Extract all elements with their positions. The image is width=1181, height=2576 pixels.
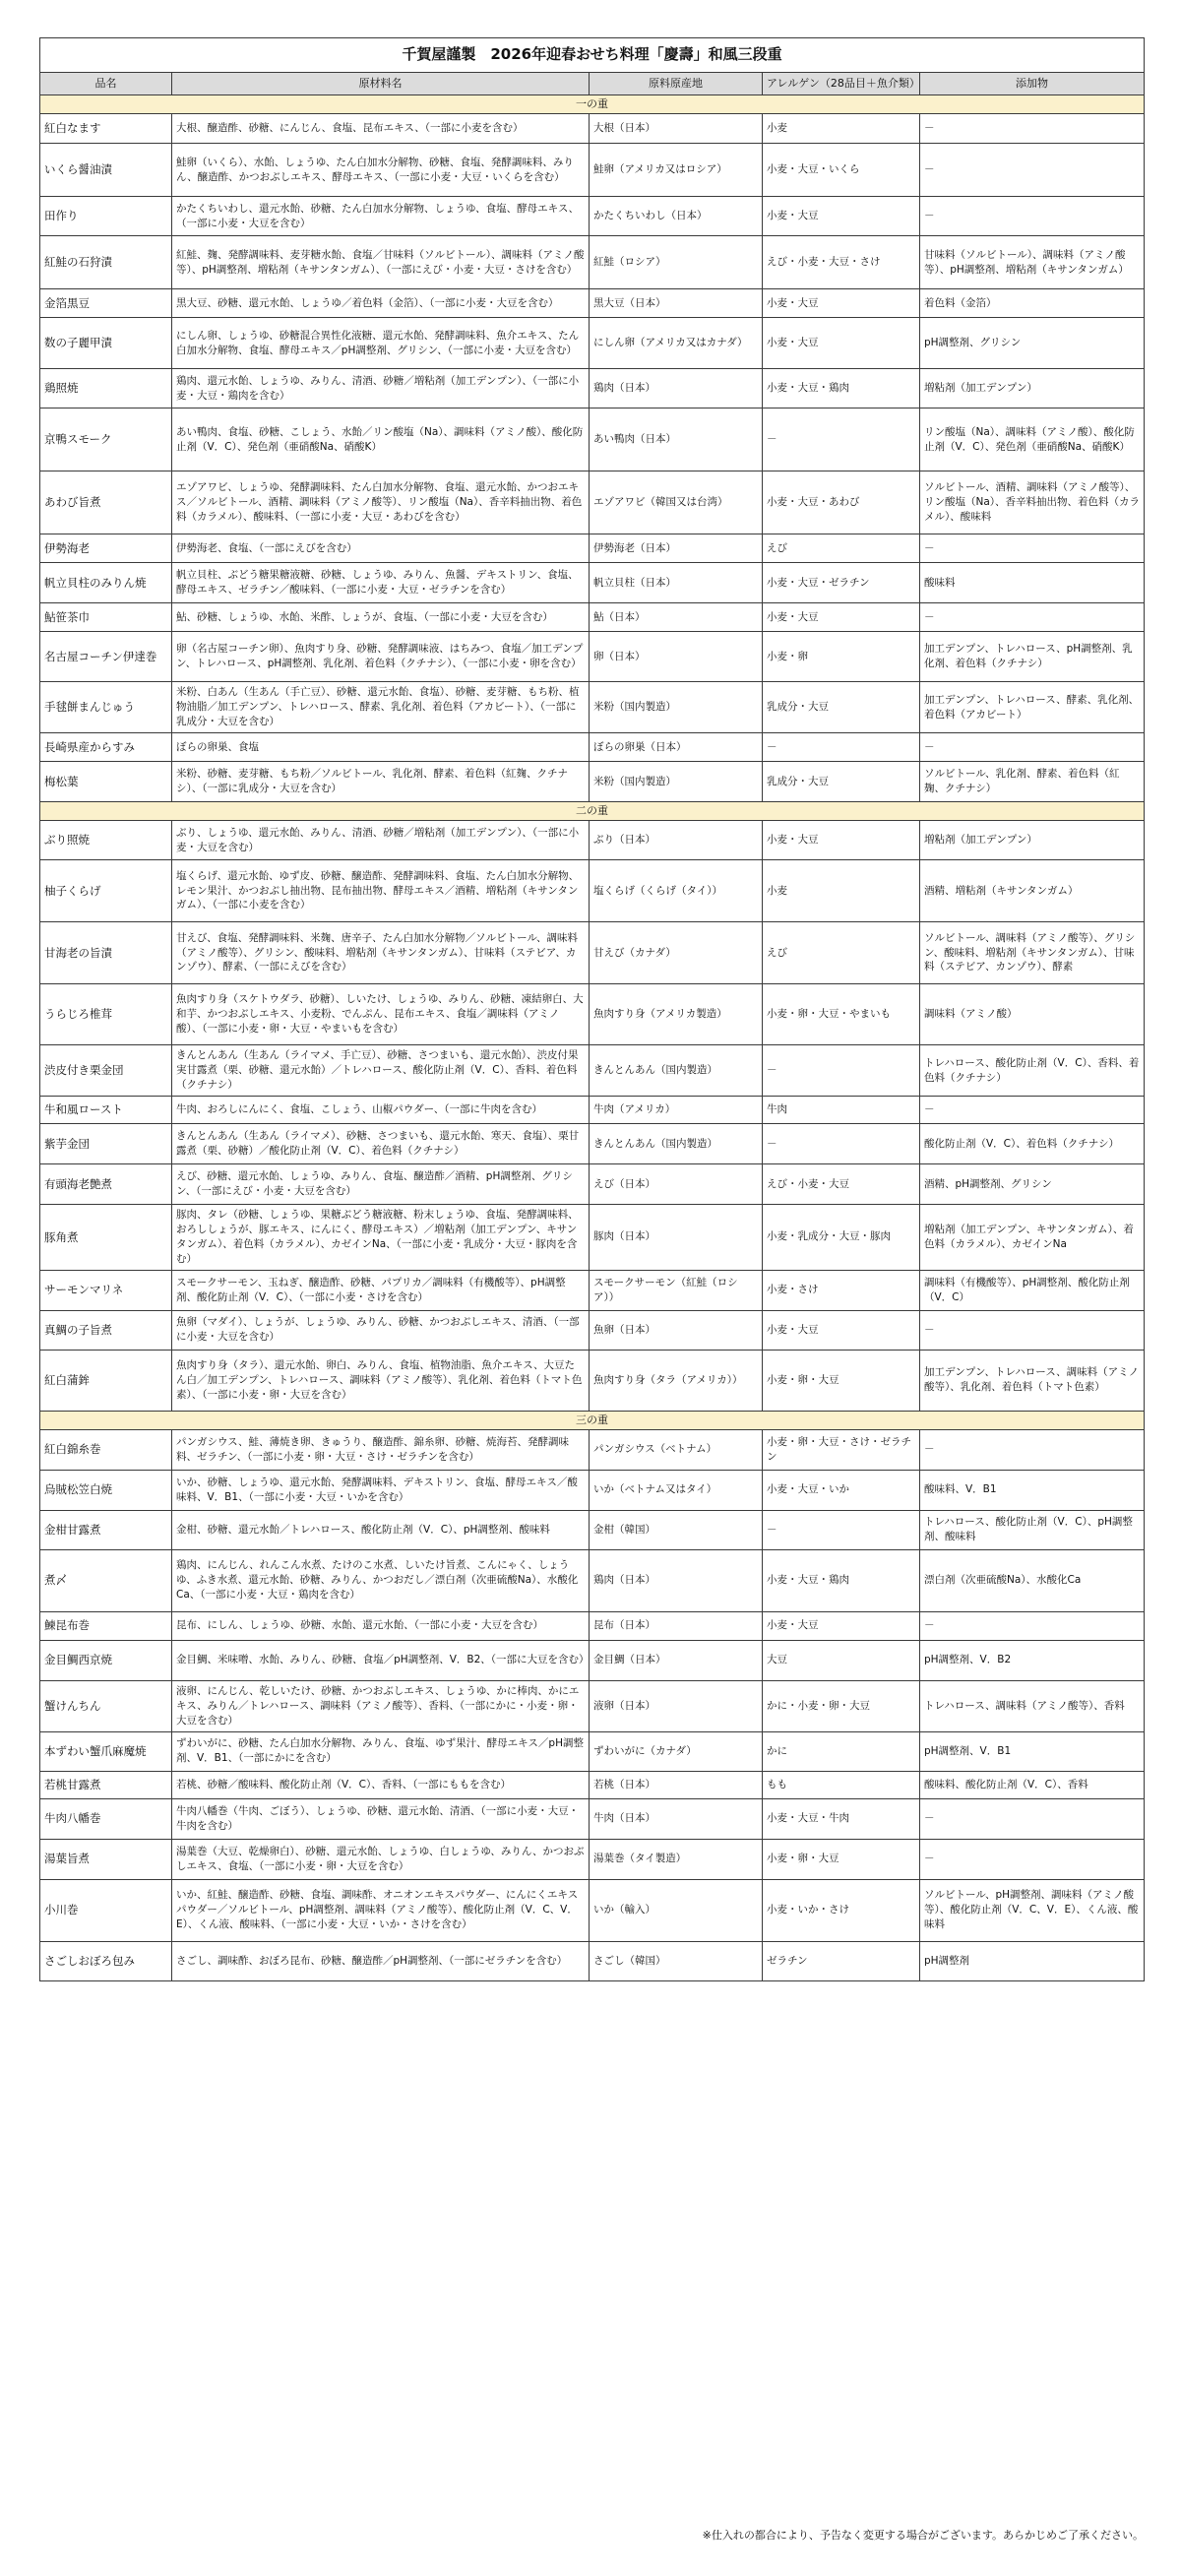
allergens-cell: 小麦・卵・大豆・やまいも <box>763 984 920 1045</box>
origin-cell: 牛肉（アメリカ） <box>590 1097 763 1124</box>
dish-name-cell: 梅松葉 <box>40 762 172 802</box>
table-row <box>40 1771 1145 1798</box>
additives-cell: 加工デンプン、トレハロース、調味料（アミノ酸等）、乳化剤、着色料（トマト色素） <box>920 1350 1145 1411</box>
table-row <box>40 318 1145 369</box>
ingredients-cell: きんとんあん（生あん（ライマメ）、砂糖、さつまいも、還元水飴、寒天、食塩）、栗甘露煮（栗、砂糖）／酸化防止剤（V．C）、着色料（クチナシ） <box>172 1124 590 1164</box>
dish-name-cell: 本ずわい蟹爪麻魔焼 <box>40 1731 172 1771</box>
section-label: 二の重 <box>40 802 1145 821</box>
additives-cell: ソルビトール、pH調整剤、調味料（アミノ酸等）、酸化防止剤（V．C、V．E）、くん液、酸味料 <box>920 1879 1145 1941</box>
dish-name-cell: 渋皮付き栗金団 <box>40 1045 172 1097</box>
additives-cell: － <box>920 144 1145 197</box>
allergens-cell: かに・小麦・卵・大豆 <box>763 1680 920 1731</box>
allergens-cell: 小麦・大豆 <box>763 821 920 860</box>
origin-cell: きんとんあん（国内製造） <box>590 1124 763 1164</box>
dish-name-cell: 甘海老の旨漬 <box>40 922 172 984</box>
ingredients-cell: 米粉、砂糖、麦芽糖、もち粉／ソルビトール、乳化剤、酵素、着色料（紅麹、クチナシ）、（一部に乳成分・大豆を含む） <box>172 762 590 802</box>
table-body <box>40 95 1145 1981</box>
table-row <box>40 1270 1145 1310</box>
ingredients-cell: 鶏肉、還元水飴、しょうゆ、みりん、清酒、砂糖／増粘剤（加工デンプン）、（一部に小麦・大豆・鶏肉を含む） <box>172 369 590 408</box>
product-sheet <box>39 37 1144 1981</box>
origin-cell: 卵（日本） <box>590 632 763 682</box>
additives-cell: － <box>920 1839 1145 1879</box>
table-row <box>40 197 1145 236</box>
ingredients-cell: かたくちいわし、還元水飴、砂糖、たん白加水分解物、しょうゆ、食塩、酵母エキス、（一部に小麦・大豆を含む） <box>172 197 590 236</box>
table-row <box>40 922 1145 984</box>
table-row <box>40 1124 1145 1164</box>
ingredients-cell: パンガシウス、鮭、薄焼き卵、きゅうり、醸造酢、錦糸卵、砂糖、焼海苔、発酵調味料、ゼラチン、（一部に小麦・卵・大豆・さけ・ゼラチンを含む） <box>172 1429 590 1470</box>
origin-cell: 米粉（国内製造） <box>590 682 763 733</box>
dish-name-cell: 蟹けんちん <box>40 1680 172 1731</box>
ingredients-cell: 魚肉すり身（スケトウダラ、砂糖）、しいたけ、しょうゆ、みりん、砂糖、凍結卵白、大和芋、かつおぶしエキス、小麦粉、でんぷん、昆布エキス、食塩／調味料（アミノ酸）、（一部に小麦・卵・大豆・やまいもを含む） <box>172 984 590 1045</box>
table-row <box>40 114 1145 144</box>
origin-cell: 黒大豆（日本） <box>590 289 763 318</box>
additives-cell: 増粘剤（加工デンプン） <box>920 369 1145 408</box>
dish-name-cell: 鰊昆布巻 <box>40 1611 172 1640</box>
allergens-cell: 小麦・卵・大豆・さけ・ゼラチン <box>763 1429 920 1470</box>
section-row <box>40 1411 1145 1429</box>
dish-name-cell: 紅白なます <box>40 114 172 144</box>
allergens-cell: ゼラチン <box>763 1941 920 1980</box>
additives-cell: リン酸塩（Na）、調味料（アミノ酸）、酸化防止剤（V．C）、発色剤（亜硝酸Na、硝酸K） <box>920 408 1145 471</box>
origin-cell: にしん卵（アメリカ又はカナダ） <box>590 318 763 369</box>
additives-cell: pH調整剤、V．B1 <box>920 1731 1145 1771</box>
dish-name-cell: 金柑甘露煮 <box>40 1510 172 1549</box>
allergens-cell: 小麦・さけ <box>763 1270 920 1310</box>
origin-cell: 液卵（日本） <box>590 1680 763 1731</box>
origin-cell: ずわいがに（カナダ） <box>590 1731 763 1771</box>
table-row <box>40 1097 1145 1124</box>
origin-cell: パンガシウス（ベトナム） <box>590 1429 763 1470</box>
section-label: 一の重 <box>40 95 1145 114</box>
table-header-row <box>40 73 1145 95</box>
additives-cell: 加工デンプン、トレハロース、酵素、乳化剤、着色料（アカビート） <box>920 682 1145 733</box>
ingredients-cell: 大根、醸造酢、砂糖、にんじん、食塩、昆布エキス、（一部に小麦を含む） <box>172 114 590 144</box>
origin-cell: 甘えび（カナダ） <box>590 922 763 984</box>
table-row <box>40 1611 1145 1640</box>
origin-cell: 米粉（国内製造） <box>590 762 763 802</box>
allergens-cell: 大豆 <box>763 1640 920 1680</box>
additives-cell: － <box>920 1429 1145 1470</box>
additives-cell: － <box>920 603 1145 632</box>
table-row <box>40 1549 1145 1611</box>
allergens-cell: 小麦・大豆 <box>763 1611 920 1640</box>
allergens-cell: 小麦・大豆 <box>763 289 920 318</box>
origin-cell: いか（ベトナム又はタイ） <box>590 1470 763 1510</box>
table-row <box>40 1205 1145 1271</box>
ingredients-cell: 紅鮭、麹、発酵調味料、麦芽糖水飴、食塩／甘味料（ソルビトール）、調味料（アミノ酸等）、pH調整剤、増粘剤（キサンタンガム）、（一部にえび・小麦・大豆・さけを含む） <box>172 236 590 289</box>
dish-name-cell: 牛肉八幡巻 <box>40 1798 172 1839</box>
origin-cell: 金目鯛（日本） <box>590 1640 763 1680</box>
additives-cell: 加工デンプン、トレハロース、pH調整剤、乳化剤、着色料（クチナシ） <box>920 632 1145 682</box>
header-ingredients: 原材料名 <box>172 73 590 95</box>
allergens-cell: 小麦 <box>763 114 920 144</box>
origin-cell: 大根（日本） <box>590 114 763 144</box>
dish-name-cell: サーモンマリネ <box>40 1270 172 1310</box>
dish-name-cell: 紅白蒲鉾 <box>40 1350 172 1411</box>
ingredients-cell: 牛肉、おろしにんにく、食塩、こしょう、山椒パウダー、（一部に牛肉を含む） <box>172 1097 590 1124</box>
additives-cell: － <box>920 534 1145 563</box>
table-row <box>40 471 1145 534</box>
ingredients-cell: 金目鯛、米味噌、水飴、みりん、砂糖、食塩／pH調整剤、V．B2、（一部に大豆を含む） <box>172 1640 590 1680</box>
dish-name-cell: さごしおぼろ包み <box>40 1941 172 1980</box>
page-title: 千賀屋謹製 2026年迎春おせち料理「慶壽」和風三段重 <box>40 38 1145 73</box>
allergens-cell: 小麦・いか・さけ <box>763 1879 920 1941</box>
table-row <box>40 1429 1145 1470</box>
dish-name-cell: 紅白錦糸巻 <box>40 1429 172 1470</box>
allergens-cell: 小麦・大豆・あわび <box>763 471 920 534</box>
dish-name-cell: 鮎笹茶巾 <box>40 603 172 632</box>
table-row <box>40 860 1145 922</box>
dish-name-cell: 伊勢海老 <box>40 534 172 563</box>
ingredients-cell: いか、紅鮭、醸造酢、砂糖、食塩、調味酢、オニオンエキスパウダー、にんにくエキスパウダー／ソルビトール、pH調整剤、調味料（アミノ酸等）、酸化防止剤（V．C、V．E）、くん液、酸味料、（一部に小麦・大豆・いか・さけを含む） <box>172 1879 590 1941</box>
dish-name-cell: 湯葉旨煮 <box>40 1839 172 1879</box>
dish-name-cell: 豚角煮 <box>40 1205 172 1271</box>
table-row <box>40 762 1145 802</box>
table-row <box>40 289 1145 318</box>
additives-cell: pH調整剤、V．B2 <box>920 1640 1145 1680</box>
header-allergens: アレルゲン（28品目＋魚介類） <box>763 73 920 95</box>
table-row <box>40 1470 1145 1510</box>
additives-cell: トレハロース、酸化防止剤（V．C）、香料、着色料（クチナシ） <box>920 1045 1145 1097</box>
table-row <box>40 1731 1145 1771</box>
origin-cell: 魚卵（日本） <box>590 1310 763 1350</box>
section-label: 三の重 <box>40 1411 1145 1429</box>
dish-name-cell: いくら醤油漬 <box>40 144 172 197</box>
allergens-cell: － <box>763 408 920 471</box>
allergens-cell: － <box>763 1124 920 1164</box>
additives-cell: 酒精、増粘剤（キサンタンガム） <box>920 860 1145 922</box>
table-row <box>40 733 1145 762</box>
allergens-cell: 小麦・大豆・いか <box>763 1470 920 1510</box>
ingredients-cell: 帆立貝柱、ぶどう糖果糖液糖、砂糖、しょうゆ、みりん、魚醤、デキストリン、食塩、酵母エキス、ゼラチン／酸味料、（一部に小麦・大豆・ゼラチンを含む） <box>172 563 590 603</box>
allergens-cell: 小麦・大豆 <box>763 318 920 369</box>
dish-name-cell: 牛和風ロースト <box>40 1097 172 1124</box>
ingredients-cell: 黒大豆、砂糖、還元水飴、しょうゆ／着色料（金箔）、（一部に小麦・大豆を含む） <box>172 289 590 318</box>
additives-cell: pH調整剤 <box>920 1941 1145 1980</box>
dish-name-cell: 若桃甘露煮 <box>40 1771 172 1798</box>
additives-cell: トレハロース、調味料（アミノ酸等）、香料 <box>920 1680 1145 1731</box>
dish-name-cell: 金箔黒豆 <box>40 289 172 318</box>
dish-name-cell: 紅鮭の石狩漬 <box>40 236 172 289</box>
ingredients-cell: 甘えび、食塩、発酵調味料、米麹、唐辛子、たん白加水分解物／ソルビトール、調味料（アミノ酸等）、グリシン、酸味料、増粘剤（キサンタンガム）、甘味料（ステビア、カンゾウ）、酵素、（一部にえびを含む） <box>172 922 590 984</box>
ingredients-cell: ずわいがに、砂糖、たん白加水分解物、みりん、食塩、ゆず果汁、酵母エキス／pH調整剤、V．B1、（一部にかにを含む） <box>172 1731 590 1771</box>
table-row <box>40 369 1145 408</box>
additives-cell: pH調整剤、グリシン <box>920 318 1145 369</box>
origin-cell: 鮭卵（アメリカ又はロシア） <box>590 144 763 197</box>
origin-cell: 帆立貝柱（日本） <box>590 563 763 603</box>
ingredients-cell: 米粉、白あん（生あん（手亡豆）、砂糖、還元水飴、食塩）、砂糖、麦芽糖、もち粉、植物油脂／加工デンプン、トレハロース、酵素、乳化剤、着色料（アカビート）、（一部に乳成分・大豆を含む） <box>172 682 590 733</box>
ingredients-cell: ぼらの卵巣、食塩 <box>172 733 590 762</box>
ingredients-cell: 豚肉、タレ（砂糖、しょうゆ、果糖ぶどう糖液糖、粉末しょうゆ、食塩、発酵調味料、おろししょうが、豚エキス、にんにく、酵母エキス）／増粘剤（加工デンプン、キサンタンガム）、着色料（カラメル）、カゼインNa、（一部に小麦・乳成分・大豆・豚肉を含む） <box>172 1205 590 1271</box>
table-row <box>40 821 1145 860</box>
ingredients-cell: ぶり、しょうゆ、還元水飴、みりん、清酒、砂糖／増粘剤（加工デンプン）、（一部に小麦・大豆を含む） <box>172 821 590 860</box>
ingredients-cell: 金柑、砂糖、還元水飴／トレハロース、酸化防止剤（V．C）、pH調整剤、酸味料 <box>172 1510 590 1549</box>
table-row <box>40 408 1145 471</box>
additives-cell: 増粘剤（加工デンプン、キサンタンガム）、着色料（カラメル）、カゼインNa <box>920 1205 1145 1271</box>
table-row <box>40 1941 1145 1980</box>
origin-cell: 昆布（日本） <box>590 1611 763 1640</box>
origin-cell: エゾアワビ（韓国又は台湾） <box>590 471 763 534</box>
dish-name-cell: 真鯛の子旨煮 <box>40 1310 172 1350</box>
additives-cell: 酸味料、酸化防止剤（V．C）、香料 <box>920 1771 1145 1798</box>
allergens-cell: 小麦・大豆 <box>763 197 920 236</box>
ingredients-cell: 鮎、砂糖、しょうゆ、水飴、米酢、しょうが、食塩、（一部に小麦・大豆を含む） <box>172 603 590 632</box>
ingredients-cell: 液卵、にんじん、乾しいたけ、砂糖、かつおぶしエキス、しょうゆ、かに棒肉、かにエキス、みりん／トレハロース、調味料（アミノ酸等）、香料、（一部にかに・小麦・卵・大豆を含む） <box>172 1680 590 1731</box>
origin-cell: 金柑（韓国） <box>590 1510 763 1549</box>
dish-name-cell: 有頭海老艶煮 <box>40 1164 172 1205</box>
dish-name-cell: 長崎県産からすみ <box>40 733 172 762</box>
allergens-cell: 小麦・卵・大豆 <box>763 1839 920 1879</box>
ingredients-cell: きんとんあん（生あん（ライマメ、手亡豆）、砂糖、さつまいも、還元水飴）、渋皮付果実甘露煮（栗、砂糖、還元水飴）／トレハロース、酸化防止剤（V．C）、香料、着色料（クチナシ） <box>172 1045 590 1097</box>
ingredients-cell: えび、砂糖、還元水飴、しょうゆ、みりん、食塩、醸造酢／酒精、pH調整剤、グリシン、（一部にえび・小麦・大豆を含む） <box>172 1164 590 1205</box>
additives-cell: 着色料（金箔） <box>920 289 1145 318</box>
origin-cell: 魚肉すり身（タラ（アメリカ）） <box>590 1350 763 1411</box>
dish-name-cell: 柚子くらげ <box>40 860 172 922</box>
ingredients-table <box>39 37 1145 1981</box>
additives-cell: 漂白剤（次亜硫酸Na）、水酸化Ca <box>920 1549 1145 1611</box>
origin-cell: 鶏肉（日本） <box>590 1549 763 1611</box>
dish-name-cell: 帆立貝柱のみりん焼 <box>40 563 172 603</box>
ingredients-cell: 昆布、にしん、しょうゆ、砂糖、水飴、還元水飴、（一部に小麦・大豆を含む） <box>172 1611 590 1640</box>
table-row <box>40 984 1145 1045</box>
origin-cell: ぼらの卵巣（日本） <box>590 733 763 762</box>
additives-cell: ソルビトール、酒精、調味料（アミノ酸等）、リン酸塩（Na）、香辛料抽出物、着色料（カラメル）、酸味料 <box>920 471 1145 534</box>
allergens-cell: えび・小麦・大豆 <box>763 1164 920 1205</box>
dish-name-cell: 小川巻 <box>40 1879 172 1941</box>
origin-cell: いか（輸入） <box>590 1879 763 1941</box>
origin-cell: 紅鮭（ロシア） <box>590 236 763 289</box>
allergens-cell: 小麦・大豆 <box>763 603 920 632</box>
allergens-cell: 小麦・大豆・いくら <box>763 144 920 197</box>
ingredients-cell: エゾアワビ、しょうゆ、発酵調味料、たん白加水分解物、食塩、還元水飴、かつおエキス／ソルビトール、酒精、調味料（アミノ酸等）、リン酸塩（Na）、香辛料抽出物、着色料（カラメル）、酸味料、（一部に小麦・大豆・あわびを含む） <box>172 471 590 534</box>
additives-cell: 調味料（アミノ酸） <box>920 984 1145 1045</box>
ingredients-cell: 魚肉すり身（タラ）、還元水飴、卵白、みりん、食塩、植物油脂、魚介エキス、大豆たん白／加工デンプン、トレハロース、調味料（アミノ酸等）、乳化剤、着色料（トマト色素）、（一部に小麦・卵・大豆を含む） <box>172 1350 590 1411</box>
table-row <box>40 1164 1145 1205</box>
additives-cell: － <box>920 197 1145 236</box>
dish-name-cell: 鶏照焼 <box>40 369 172 408</box>
ingredients-cell: にしん卵、しょうゆ、砂糖混合異性化液糖、還元水飴、発酵調味料、魚介エキス、たん白加水分解物、食塩、酵母エキス／pH調整剤、グリシン、（一部に小麦・大豆を含む） <box>172 318 590 369</box>
origin-cell: かたくちいわし（日本） <box>590 197 763 236</box>
additives-cell: － <box>920 1097 1145 1124</box>
additives-cell: 酸味料 <box>920 563 1145 603</box>
additives-cell: ソルビトール、乳化剤、酵素、着色料（紅麹、クチナシ） <box>920 762 1145 802</box>
ingredients-cell: 伊勢海老、食塩、（一部にえびを含む） <box>172 534 590 563</box>
allergens-cell: かに <box>763 1731 920 1771</box>
table-row <box>40 144 1145 197</box>
table-row <box>40 1510 1145 1549</box>
origin-cell: きんとんあん（国内製造） <box>590 1045 763 1097</box>
header-origin: 原料原産地 <box>590 73 763 95</box>
dish-name-cell: 田作り <box>40 197 172 236</box>
header-additives: 添加物 <box>920 73 1145 95</box>
origin-cell: 若桃（日本） <box>590 1771 763 1798</box>
origin-cell: あい鴨肉（日本） <box>590 408 763 471</box>
allergens-cell: 乳成分・大豆 <box>763 762 920 802</box>
additives-cell: 調味料（有機酸等）、pH調整剤、酸化防止剤（V．C） <box>920 1270 1145 1310</box>
additives-cell: － <box>920 1798 1145 1839</box>
allergens-cell: 小麦・大豆・鶏肉 <box>763 1549 920 1611</box>
allergens-cell: － <box>763 1510 920 1549</box>
dish-name-cell: うらじろ椎茸 <box>40 984 172 1045</box>
ingredients-cell: 塩くらげ、還元水飴、ゆず皮、砂糖、醸造酢、発酵調味料、食塩、たん白加水分解物、レモン果汁、かつおぶし抽出物、昆布抽出物、酵母エキス／酒精、増粘剤（キサンタンガム）、（一部に小麦を含む） <box>172 860 590 922</box>
dish-name-cell: 煮〆 <box>40 1549 172 1611</box>
table-row <box>40 603 1145 632</box>
dish-name-cell: 名古屋コーチン伊達巻 <box>40 632 172 682</box>
ingredients-cell: 鶏肉、にんじん、れんこん水煮、たけのこ水煮、しいたけ旨煮、こんにゃく、しょうゆ、ふき水煮、還元水飴、砂糖、みりん、かつおだし／漂白剤（次亜硫酸Na）、水酸化Ca、（一部に小麦・大豆・鶏肉を含む） <box>172 1549 590 1611</box>
origin-cell: 湯葉巻（タイ製造） <box>590 1839 763 1879</box>
footnote: ※仕入れの都合により、予告なく変更する場合がございます。あらかじめご了承ください。 <box>702 2529 1144 2542</box>
origin-cell: 魚肉すり身（アメリカ製造） <box>590 984 763 1045</box>
allergens-cell: 小麦・大豆・鶏肉 <box>763 369 920 408</box>
origin-cell: えび（日本） <box>590 1164 763 1205</box>
dish-name-cell: 紫芋金団 <box>40 1124 172 1164</box>
ingredients-cell: 鮭卵（いくら）、水飴、しょうゆ、たん白加水分解物、砂糖、食塩、発酵調味料、みりん、醸造酢、かつおぶしエキス、酵母エキス、（一部に小麦・大豆・いくらを含む） <box>172 144 590 197</box>
ingredients-cell: 卵（名古屋コーチン卵）、魚肉すり身、砂糖、発酵調味液、はちみつ、食塩／加工デンプン、トレハロース、pH調整剤、乳化剤、着色料（クチナシ）、（一部に小麦・卵を含む） <box>172 632 590 682</box>
section-row <box>40 95 1145 114</box>
allergens-cell: － <box>763 733 920 762</box>
additives-cell: － <box>920 114 1145 144</box>
additives-cell: ソルビトール、調味料（アミノ酸等）、グリシン、酸味料、増粘剤（キサンタンガム）、甘味料（ステビア、カンゾウ）、酵素 <box>920 922 1145 984</box>
table-row <box>40 1879 1145 1941</box>
additives-cell: － <box>920 733 1145 762</box>
table-row <box>40 1350 1145 1411</box>
additives-cell: 増粘剤（加工デンプン） <box>920 821 1145 860</box>
origin-cell: 伊勢海老（日本） <box>590 534 763 563</box>
allergens-cell: もも <box>763 1771 920 1798</box>
dish-name-cell: 金目鯛西京焼 <box>40 1640 172 1680</box>
allergens-cell: えび <box>763 922 920 984</box>
dish-name-cell: あわび旨煮 <box>40 471 172 534</box>
ingredients-cell: スモークサーモン、玉ねぎ、醸造酢、砂糖、パプリカ／調味料（有機酸等）、pH調整剤、酸化防止剤（V．C）、（一部に小麦・さけを含む） <box>172 1270 590 1310</box>
table-row <box>40 632 1145 682</box>
additives-cell: トレハロース、酸化防止剤（V．C）、pH調整剤、酸味料 <box>920 1510 1145 1549</box>
dish-name-cell: ぶり照焼 <box>40 821 172 860</box>
allergens-cell: 小麦・大豆 <box>763 1310 920 1350</box>
origin-cell: 塩くらげ（くらげ（タイ）） <box>590 860 763 922</box>
allergens-cell: 小麦・卵 <box>763 632 920 682</box>
origin-cell: 鶏肉（日本） <box>590 369 763 408</box>
additives-cell: － <box>920 1611 1145 1640</box>
ingredients-cell: 牛肉八幡巻（牛肉、ごぼう）、しょうゆ、砂糖、還元水飴、清酒、（一部に小麦・大豆・牛肉を含む） <box>172 1798 590 1839</box>
origin-cell: 豚肉（日本） <box>590 1205 763 1271</box>
ingredients-cell: 若桃、砂糖／酸味料、酸化防止剤（V．C）、香料、（一部にももを含む） <box>172 1771 590 1798</box>
table-row <box>40 1045 1145 1097</box>
table-row <box>40 1680 1145 1731</box>
allergens-cell: 小麦・大豆・ゼラチン <box>763 563 920 603</box>
ingredients-cell: 魚卵（マダイ）、しょうが、しょうゆ、みりん、砂糖、かつおぶしエキス、清酒、（一部に小麦・大豆を含む） <box>172 1310 590 1350</box>
origin-cell: ぶり（日本） <box>590 821 763 860</box>
header-name: 品名 <box>40 73 172 95</box>
dish-name-cell: 京鴨スモーク <box>40 408 172 471</box>
ingredients-cell: 湯葉巻（大豆、乾燥卵白）、砂糖、還元水飴、しょうゆ、白しょうゆ、みりん、かつおぶしエキス、食塩、（一部に小麦・卵・大豆を含む） <box>172 1839 590 1879</box>
additives-cell: － <box>920 1310 1145 1350</box>
table-row <box>40 236 1145 289</box>
dish-name-cell: 烏賊松笠白焼 <box>40 1470 172 1510</box>
allergens-cell: 牛肉 <box>763 1097 920 1124</box>
allergens-cell: 小麦・乳成分・大豆・豚肉 <box>763 1205 920 1271</box>
ingredients-cell: いか、砂糖、しょうゆ、還元水飴、発酵調味料、デキストリン、食塩、酵母エキス／酸味料、V．B1、（一部に小麦・大豆・いかを含む） <box>172 1470 590 1510</box>
allergens-cell: 小麦・卵・大豆 <box>763 1350 920 1411</box>
ingredients-cell: さごし、調味酢、おぼろ昆布、砂糖、醸造酢／pH調整剤、（一部にゼラチンを含む） <box>172 1941 590 1980</box>
table-row <box>40 1798 1145 1839</box>
table-row <box>40 563 1145 603</box>
allergens-cell: 小麦・大豆・牛肉 <box>763 1798 920 1839</box>
origin-cell: 牛肉（日本） <box>590 1798 763 1839</box>
allergens-cell: － <box>763 1045 920 1097</box>
ingredients-cell: あい鴨肉、食塩、砂糖、こしょう、水飴／リン酸塩（Na）、調味料（アミノ酸）、酸化防止剤（V．C）、発色剤（亜硝酸Na、硝酸K） <box>172 408 590 471</box>
dish-name-cell: 手毬餅まんじゅう <box>40 682 172 733</box>
table-row <box>40 1310 1145 1350</box>
allergens-cell: えび <box>763 534 920 563</box>
table-row <box>40 1839 1145 1879</box>
allergens-cell: 乳成分・大豆 <box>763 682 920 733</box>
table-row <box>40 682 1145 733</box>
additives-cell: 酸化防止剤（V．C）、着色料（クチナシ） <box>920 1124 1145 1164</box>
dish-name-cell: 数の子麗甲漬 <box>40 318 172 369</box>
additives-cell: 酒精、pH調整剤、グリシン <box>920 1164 1145 1205</box>
section-row <box>40 802 1145 821</box>
table-row <box>40 534 1145 563</box>
origin-cell: スモークサーモン（紅鮭（ロシア）） <box>590 1270 763 1310</box>
allergens-cell: 小麦 <box>763 860 920 922</box>
allergens-cell: えび・小麦・大豆・さけ <box>763 236 920 289</box>
additives-cell: 酸味料、V．B1 <box>920 1470 1145 1510</box>
origin-cell: さごし（韓国） <box>590 1941 763 1980</box>
additives-cell: 甘味料（ソルビトール）、調味料（アミノ酸等）、pH調整剤、増粘剤（キサンタンガム） <box>920 236 1145 289</box>
table-row <box>40 1640 1145 1680</box>
origin-cell: 鮎（日本） <box>590 603 763 632</box>
